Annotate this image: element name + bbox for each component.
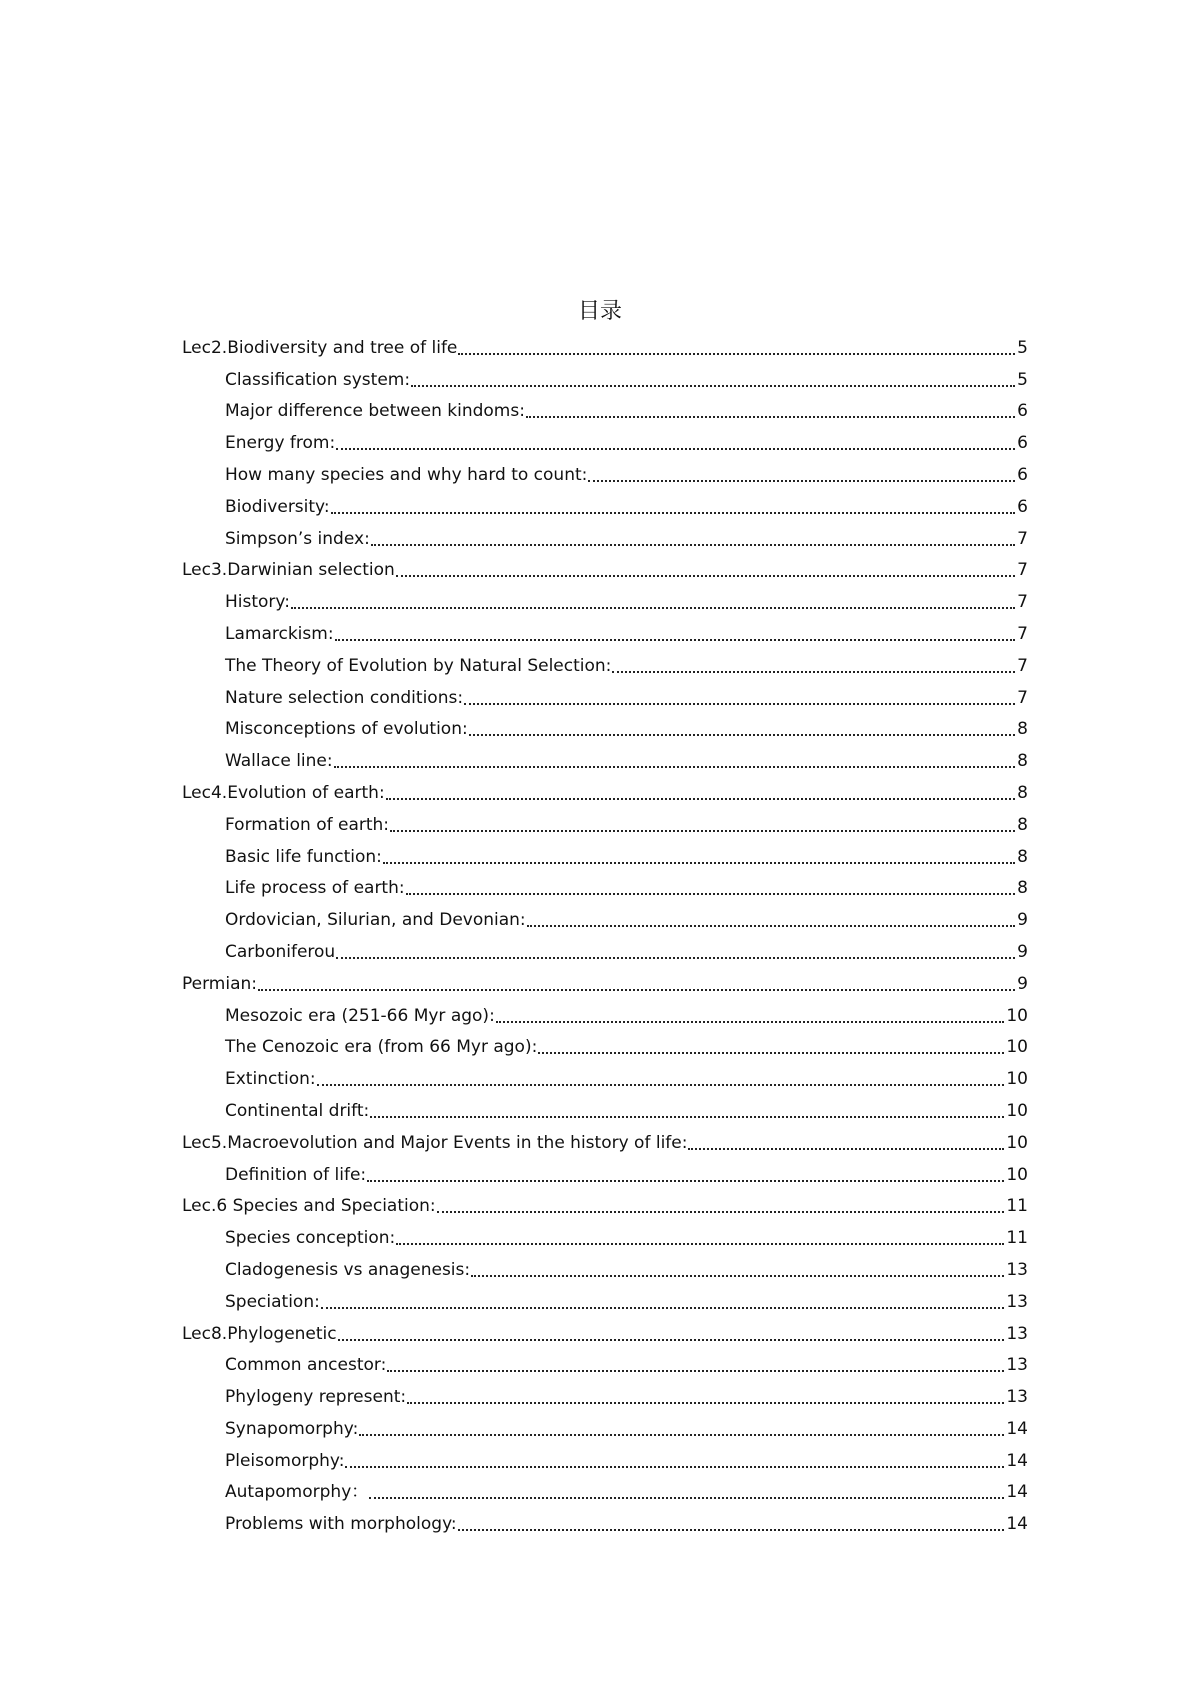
- toc-entry-title: Energy from:: [225, 433, 336, 454]
- toc-page-number: 10: [1006, 1069, 1028, 1090]
- toc-entry[interactable]: [182, 645, 1028, 677]
- toc-entry-title: Lec5.Macroevolution and Major Events in the history of life:: [182, 1132, 688, 1153]
- toc-entry[interactable]: [182, 1186, 1028, 1218]
- toc-entry-title: Extinction:: [225, 1069, 316, 1090]
- toc-page-number: 7: [1017, 528, 1028, 549]
- toc-entry[interactable]: [182, 486, 1028, 518]
- dot-leader: [387, 1370, 1004, 1372]
- toc-entry[interactable]: [182, 1217, 1028, 1249]
- toc-entry-title: Lec.6 Species and Speciation:: [182, 1196, 436, 1217]
- toc-entry[interactable]: [182, 836, 1028, 868]
- toc-entry-title: Formation of earth:: [225, 814, 390, 835]
- toc-page-number: 8: [1017, 814, 1028, 835]
- dot-leader: [321, 1307, 1005, 1309]
- dot-leader: [345, 1466, 1004, 1468]
- toc-entry-title: The Theory of Evolution by Natural Selection:: [225, 655, 612, 676]
- dot-leader: [527, 925, 1016, 927]
- toc-page-number: 8: [1017, 878, 1028, 899]
- dot-leader: [334, 766, 1016, 768]
- toc-entry[interactable]: [182, 1345, 1028, 1377]
- toc-page-number: 10: [1006, 1005, 1028, 1026]
- toc-entry-title: Problems with morphology:: [225, 1514, 457, 1535]
- dot-leader: [411, 385, 1015, 387]
- toc-page-number: 7: [1017, 655, 1028, 676]
- table-of-contents: [182, 327, 1028, 1535]
- toc-entry[interactable]: [182, 327, 1028, 359]
- toc-entry[interactable]: [182, 740, 1028, 772]
- toc-page-number: 13: [1006, 1387, 1028, 1408]
- toc-entry-title: Lec4.Evolution of earth:: [182, 782, 385, 803]
- toc-page-number: 13: [1006, 1291, 1028, 1312]
- dot-leader: [396, 1243, 1004, 1245]
- dot-leader: [291, 607, 1015, 609]
- toc-entry-title: Carboniferou: [225, 941, 336, 962]
- toc-entry[interactable]: [182, 613, 1028, 645]
- toc-entry-title: Speciation:: [225, 1291, 320, 1312]
- dot-leader: [526, 416, 1015, 418]
- toc-entry[interactable]: [182, 1408, 1028, 1440]
- toc-entry[interactable]: [182, 1027, 1028, 1059]
- toc-page-number: 6: [1017, 464, 1028, 485]
- toc-entry-title: Lec2.Biodiversity and tree of life: [182, 337, 458, 358]
- dot-leader: [369, 1497, 1004, 1499]
- toc-entry[interactable]: [182, 804, 1028, 836]
- toc-page-number: 13: [1006, 1323, 1028, 1344]
- toc-entry[interactable]: [182, 1122, 1028, 1154]
- toc-entry-title: The Cenozoic era (from 66 Myr ago):: [225, 1037, 538, 1058]
- toc-entry[interactable]: [182, 550, 1028, 582]
- toc-entry-title: History:: [225, 592, 290, 613]
- dot-leader: [336, 957, 1015, 959]
- toc-page-number: 5: [1017, 337, 1028, 358]
- toc-entry[interactable]: [182, 899, 1028, 931]
- toc-entry-title: Basic life function:: [225, 846, 382, 867]
- toc-entry[interactable]: [182, 454, 1028, 486]
- dot-leader: [396, 575, 1015, 577]
- toc-entry[interactable]: [182, 931, 1028, 963]
- dot-leader: [390, 830, 1015, 832]
- toc-page-number: 10: [1006, 1132, 1028, 1153]
- toc-page-number: 10: [1006, 1037, 1028, 1058]
- dot-leader: [437, 1211, 1005, 1213]
- dot-leader: [471, 1275, 1004, 1277]
- dot-leader: [496, 1021, 1005, 1023]
- toc-page-number: 8: [1017, 782, 1028, 803]
- toc-entry-title: Mesozoic era (251-66 Myr ago):: [225, 1005, 495, 1026]
- toc-page-number: 13: [1006, 1259, 1028, 1280]
- dot-leader: [458, 1529, 1005, 1531]
- toc-entry[interactable]: [182, 677, 1028, 709]
- dot-leader: [317, 1084, 1005, 1086]
- toc-title: 目录: [577, 299, 622, 324]
- toc-entry[interactable]: [182, 391, 1028, 423]
- toc-page-number: 9: [1017, 941, 1028, 962]
- dot-leader: [359, 1434, 1004, 1436]
- toc-page-number: 7: [1017, 560, 1028, 581]
- toc-entry-title: Cladogenesis vs anagenesis:: [225, 1259, 471, 1280]
- toc-entry-title: Continental drift:: [225, 1100, 370, 1121]
- toc-entry-title: Species conception:: [225, 1228, 396, 1249]
- toc-entry-title: Permian:: [182, 973, 257, 994]
- toc-page-number: 11: [1006, 1228, 1028, 1249]
- toc-entry-title: Phylogeny represent:: [225, 1387, 407, 1408]
- dot-leader: [538, 1052, 1004, 1054]
- toc-page-number: 11: [1006, 1196, 1028, 1217]
- toc-entry[interactable]: [182, 581, 1028, 613]
- toc-entry[interactable]: [182, 1154, 1028, 1186]
- toc-page-number: 7: [1017, 592, 1028, 613]
- toc-page-number: 14: [1006, 1450, 1028, 1471]
- dot-leader: [469, 734, 1015, 736]
- toc-entry-title: Synapomorphy:: [225, 1418, 359, 1439]
- toc-entry[interactable]: [182, 1376, 1028, 1408]
- toc-entry-title: Lamarckism:: [225, 623, 334, 644]
- toc-entry-title: Ordovician, Silurian, and Devonian:: [225, 910, 526, 931]
- toc-entry-title: Autapomorphy：: [225, 1482, 369, 1503]
- toc-entry[interactable]: [182, 1249, 1028, 1281]
- toc-entry-title: Biodiversity:: [225, 496, 330, 517]
- toc-entry[interactable]: [182, 518, 1028, 550]
- toc-entry[interactable]: [182, 772, 1028, 804]
- dot-leader: [407, 1402, 1004, 1404]
- toc-page-number: 7: [1017, 687, 1028, 708]
- toc-page-number: 10: [1006, 1100, 1028, 1121]
- toc-page-number: 14: [1006, 1418, 1028, 1439]
- dot-leader: [367, 1180, 1004, 1182]
- dot-leader: [688, 1148, 1004, 1150]
- toc-entry-title: Lec3.Darwinian selection: [182, 560, 395, 581]
- toc-entry-title: Classification system:: [225, 369, 411, 390]
- toc-page-number: 5: [1017, 369, 1028, 390]
- toc-entry-title: Nature selection conditions:: [225, 687, 464, 708]
- toc-entry-title: Major difference between kindoms:: [225, 401, 525, 422]
- toc-entry-title: How many species and why hard to count:: [225, 464, 588, 485]
- toc-entry-title: Misconceptions of evolution:: [225, 719, 468, 740]
- toc-entry[interactable]: [182, 709, 1028, 741]
- toc-entry[interactable]: [182, 1472, 1028, 1504]
- toc-page-number: 14: [1006, 1514, 1028, 1535]
- toc-page-number: 14: [1006, 1482, 1028, 1503]
- toc-page-number: 8: [1017, 751, 1028, 772]
- toc-page-number: 9: [1017, 973, 1028, 994]
- dot-leader: [338, 1339, 1005, 1341]
- toc-entry[interactable]: [182, 1281, 1028, 1313]
- toc-entry[interactable]: [182, 995, 1028, 1027]
- toc-entry[interactable]: [182, 1090, 1028, 1122]
- dot-leader: [464, 703, 1015, 705]
- dot-leader: [336, 448, 1015, 450]
- dot-leader: [335, 639, 1016, 641]
- toc-entry-title: Life process of earth:: [225, 878, 405, 899]
- dot-leader: [258, 989, 1015, 991]
- toc-entry[interactable]: [182, 1058, 1028, 1090]
- toc-entry[interactable]: [182, 1440, 1028, 1472]
- toc-entry[interactable]: [182, 422, 1028, 454]
- dot-leader: [371, 544, 1015, 546]
- toc-page-number: 7: [1017, 623, 1028, 644]
- dot-leader: [383, 862, 1015, 864]
- toc-page-number: 6: [1017, 433, 1028, 454]
- dot-leader: [386, 798, 1015, 800]
- toc-entry-title: Lec8.Phylogenetic: [182, 1323, 337, 1344]
- dot-leader: [370, 1116, 1004, 1118]
- dot-leader: [612, 671, 1015, 673]
- dot-leader: [458, 353, 1015, 355]
- toc-entry-title: Definition of life:: [225, 1164, 367, 1185]
- toc-page-number: 8: [1017, 846, 1028, 867]
- toc-page-number: 10: [1006, 1164, 1028, 1185]
- toc-entry[interactable]: [182, 963, 1028, 995]
- toc-entry-title: Pleisomorphy:: [225, 1450, 345, 1471]
- toc-page-number: 6: [1017, 496, 1028, 517]
- toc-page-number: 6: [1017, 401, 1028, 422]
- toc-page-number: 8: [1017, 719, 1028, 740]
- toc-entry-title: Simpson’s index:: [225, 528, 370, 549]
- dot-leader: [588, 480, 1015, 482]
- toc-entry-title: Common ancestor:: [225, 1355, 387, 1376]
- toc-entry[interactable]: [182, 359, 1028, 391]
- dot-leader: [331, 512, 1016, 514]
- dot-leader: [406, 893, 1016, 895]
- toc-entry[interactable]: [182, 868, 1028, 900]
- toc-page-number: 13: [1006, 1355, 1028, 1376]
- toc-entry[interactable]: [182, 1313, 1028, 1345]
- toc-entry[interactable]: [182, 1503, 1028, 1535]
- toc-page-number: 9: [1017, 910, 1028, 931]
- toc-entry-title: Wallace line:: [225, 751, 333, 772]
